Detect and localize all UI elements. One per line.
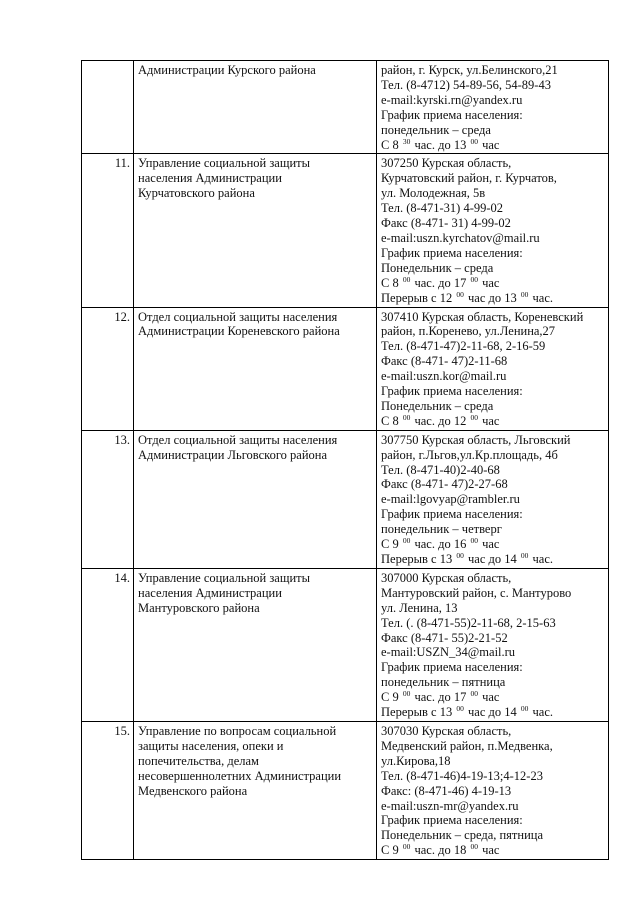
contact-info-line [381,522,605,537]
time-minutes-superscript: 00 [470,536,478,546]
contact-info-text: С 9 [381,537,402,552]
office-name-line: защиты населения, опеки и [138,738,284,753]
contact-info-line [381,724,605,739]
time-minutes-superscript: 00 [456,704,464,714]
office-name-line: Администрации Кореневского района [138,324,340,339]
contact-info-text: e-mail:uszn.kor@mail.ru [381,369,507,384]
office-name-line: Медвенского района [138,783,248,798]
office-name-line: Управление социальной защиты [138,156,311,171]
contact-info-text: час [478,137,500,152]
contact-info-text: Перерыв с 12 [381,290,456,305]
contact-info-text: час до 13 [464,290,520,305]
contact-info-line [381,63,605,78]
office-name-line: Управление социальной защиты [138,570,311,585]
contact-info-text: 307750 Курская область, Льговский [381,432,571,447]
contact-info-text: час. до 12 [411,413,470,428]
contact-info-line [381,414,605,429]
contact-info-text: Перерыв с 13 [381,705,456,720]
contact-info-text: час. до 17 [411,690,470,705]
contact-info-line [381,586,605,601]
row-number: 14. [82,568,134,721]
contact-info-line [381,108,605,123]
contact-info-text: час [478,690,500,705]
time-minutes-superscript: 00 [470,842,478,852]
contact-info-text: 307410 Курская область, Кореневский [381,309,584,324]
contact-info-line [381,156,605,171]
time-minutes-superscript: 00 [470,689,478,699]
contact-info-text: 307250 Курская область, [381,156,512,171]
contact-info-line [381,78,605,93]
row-number: 13. [82,430,134,568]
contact-info-text: ул.Кирова,18 [381,753,451,768]
time-minutes-superscript: 00 [402,689,411,699]
contact-info-text: Понедельник – среда [381,260,494,275]
contact-info-text: ул. Молодежная, 5в [381,186,486,201]
contact-info-text: район, п.Коренево, ул.Ленина,27 [381,324,556,339]
office-name-cell [134,307,377,430]
contact-info-line [381,276,605,291]
contact-info-line [381,93,605,108]
contact-info-line [381,384,605,399]
contact-info-text: График приема населения: [381,245,523,260]
contact-info-text: Тел. (8-471-47)2-11-68, 2-16-59 [381,339,546,354]
contact-info-text: час. [529,552,553,566]
contact-info-text: Мантуровский район, с. Мантурово [381,585,572,600]
contact-info-line [381,261,605,276]
office-name-line: Управление по вопросам социальной [138,723,337,738]
time-minutes-superscript: 00 [402,842,411,852]
contact-info-line [381,324,605,339]
office-name-cell [134,61,377,154]
contact-info-cell [377,61,609,154]
contact-info-line [381,690,605,705]
contact-info-text: понедельник – четверг [381,522,502,537]
table-row [82,61,609,154]
time-minutes-superscript: 00 [520,551,529,560]
contact-info-line [381,705,605,720]
contact-info-text: Медвенский район, п.Медвенка, [381,738,553,753]
contact-info-line [381,843,605,858]
contact-info-line [381,231,605,246]
contact-info-line [381,616,605,631]
contact-info-line [381,339,605,354]
contact-info-line [381,828,605,843]
contact-info-line [381,201,605,216]
time-minutes-superscript: 00 [470,274,478,284]
contact-info-line [381,433,605,448]
contact-info-line [381,291,605,306]
table-row [82,307,609,430]
contact-info-text: час. до 13 [411,137,470,152]
office-name-cell [134,430,377,568]
time-minutes-superscript: 00 [470,412,478,422]
contact-info-text: С 9 [381,690,402,705]
contact-info-line [381,799,605,814]
office-name-line: Курчатовского района [138,186,255,201]
contact-info-text: ул. Ленина, 13 [381,600,458,615]
contact-info-text: 307000 Курская область, [381,570,512,585]
row-number: 11. [82,154,134,307]
row-number: 15. [82,721,134,859]
contact-info-text: час [478,843,500,858]
contact-info-text: Тел. (8-4712) 54-89-56, 54-89-43 [381,77,551,92]
contact-info-cell [377,721,609,859]
contact-info-line [381,645,605,660]
office-name-line: населения Администрации [138,585,282,600]
contact-info-text: час. [529,290,553,305]
contact-info-text: e-mail:uszn.kyrchatov@mail.ru [381,230,540,245]
contact-info-text: час. до 16 [411,537,470,552]
contact-info-text: Тел. (. (8-471-55)2-11-68, 2-15-63 [381,615,556,630]
time-minutes-superscript: 00 [456,551,464,560]
offices-table [81,60,609,860]
office-name-line: Отдел социальной защиты населения [138,309,338,324]
contact-info-text: График приема населения: [381,813,523,828]
contact-info-text: График приема населения: [381,107,523,122]
contact-info-cell [377,154,609,307]
contact-info-line [381,784,605,799]
office-name-line: населения Администрации [138,171,282,186]
contact-info-line [381,463,605,478]
contact-info-text: Факс (8-471- 47)2-27-68 [381,477,508,492]
contact-info-line [381,739,605,754]
contact-info-line [381,537,605,552]
contact-info-text: Тел. (8-471-46)4-19-13;4-12-23 [381,768,543,783]
contact-info-text: час [478,413,500,428]
contact-info-line [381,123,605,138]
contact-info-text: Факс (8-471- 55)2-21-52 [381,630,508,645]
row-number [82,61,134,154]
contact-info-text: e-mail:uszn-mr@yandex.ru [381,798,519,813]
time-minutes-superscript: 00 [402,412,411,422]
contact-info-text: час. до 17 [411,275,470,290]
contact-info-line [381,813,605,828]
contact-info-line [381,216,605,231]
contact-info-text: С 9 [381,843,402,858]
contact-info-text: e-mail:USZN_34@mail.ru [381,645,516,660]
contact-info-text: С 8 [381,413,402,428]
office-name-line: Администрации Льговского района [138,447,327,462]
table-row [82,154,609,307]
office-name-line: Мантуровского района [138,600,260,615]
contact-info-line [381,571,605,586]
table-row [82,430,609,568]
contact-info-line [381,552,605,567]
contact-info-text: С 8 [381,275,402,290]
contact-info-line [381,601,605,616]
contact-info-line [381,492,605,507]
contact-info-text: Тел. (8-471-40)2-40-68 [381,462,500,477]
contact-info-text: График приема населения: [381,384,523,399]
contact-info-line [381,310,605,325]
contact-info-line [381,246,605,261]
contact-info-line [381,754,605,769]
office-name-cell [134,568,377,721]
contact-info-line [381,399,605,414]
office-name-line: Отдел социальной защиты населения [138,432,338,447]
time-minutes-superscript: 00 [520,704,529,714]
table-row [82,568,609,721]
contact-info-text: район, г.Льгов,ул.Кр.площадь, 4б [381,447,558,462]
contact-info-text: час до 14 [464,705,520,720]
contact-info-text: Перерыв с 13 [381,552,456,566]
contact-info-line [381,354,605,369]
contact-info-text: График приема населения: [381,507,523,522]
office-name-cell [134,721,377,859]
contact-info-line [381,171,605,186]
contact-info-line [381,507,605,522]
contact-info-text: Факс (8-471- 31) 4-99-02 [381,216,511,231]
contact-info-line [381,769,605,784]
contact-info-text: Тел. (8-471-31) 4-99-02 [381,201,504,216]
contact-info-line [381,675,605,690]
contact-info-line [381,477,605,492]
contact-info-cell [377,568,609,721]
time-minutes-superscript: 00 [470,136,478,146]
contact-info-line [381,369,605,384]
contact-info-text: час до 14 [464,552,520,566]
time-minutes-superscript: 00 [402,536,411,546]
office-name-line: попечительства, делам [138,753,259,768]
contact-info-text: С 8 [381,137,402,152]
offices-table-body [82,61,609,860]
office-name-line: Администрации Курского района [138,63,316,77]
contact-info-cell [377,307,609,430]
contact-info-text: e-mail:lgovyap@rambler.ru [381,492,520,507]
contact-info-text: час [478,275,500,290]
time-minutes-superscript: 00 [456,289,464,299]
time-minutes-superscript: 00 [402,274,411,284]
office-name-line: несовершеннолетних Администрации [138,768,342,783]
contact-info-text: График приема населения: [381,660,523,675]
contact-info-text: понедельник – среда [381,122,491,137]
row-number: 12. [82,307,134,430]
contact-info-text: Понедельник – среда, пятница [381,828,544,843]
contact-info-text: 307030 Курская область, [381,723,512,738]
contact-info-text: час. [529,705,553,720]
contact-info-line [381,631,605,646]
time-minutes-superscript: 30 [402,136,411,146]
contact-info-text: Факс (8-471- 47)2-11-68 [381,354,508,369]
contact-info-text: час [478,537,500,552]
table-row [82,721,609,859]
contact-info-line [381,448,605,463]
contact-info-text: Факс: (8-471-46) 4-19-13 [381,783,512,798]
contact-info-text: Курчатовский район, г. Курчатов, [381,171,557,186]
contact-info-line [381,186,605,201]
contact-info-text: район, г. Курск, ул.Белинского,21 [381,63,558,77]
contact-info-line [381,660,605,675]
contact-info-cell [377,430,609,568]
office-name-cell [134,154,377,307]
contact-info-text: час. до 18 [411,843,470,858]
contact-info-line [381,138,605,153]
time-minutes-superscript: 00 [520,289,529,299]
contact-info-text: e-mail:kyrski.rn@yandex.ru [381,92,523,107]
contact-info-text: понедельник – пятница [381,675,506,690]
contact-info-text: Понедельник – среда [381,398,494,413]
